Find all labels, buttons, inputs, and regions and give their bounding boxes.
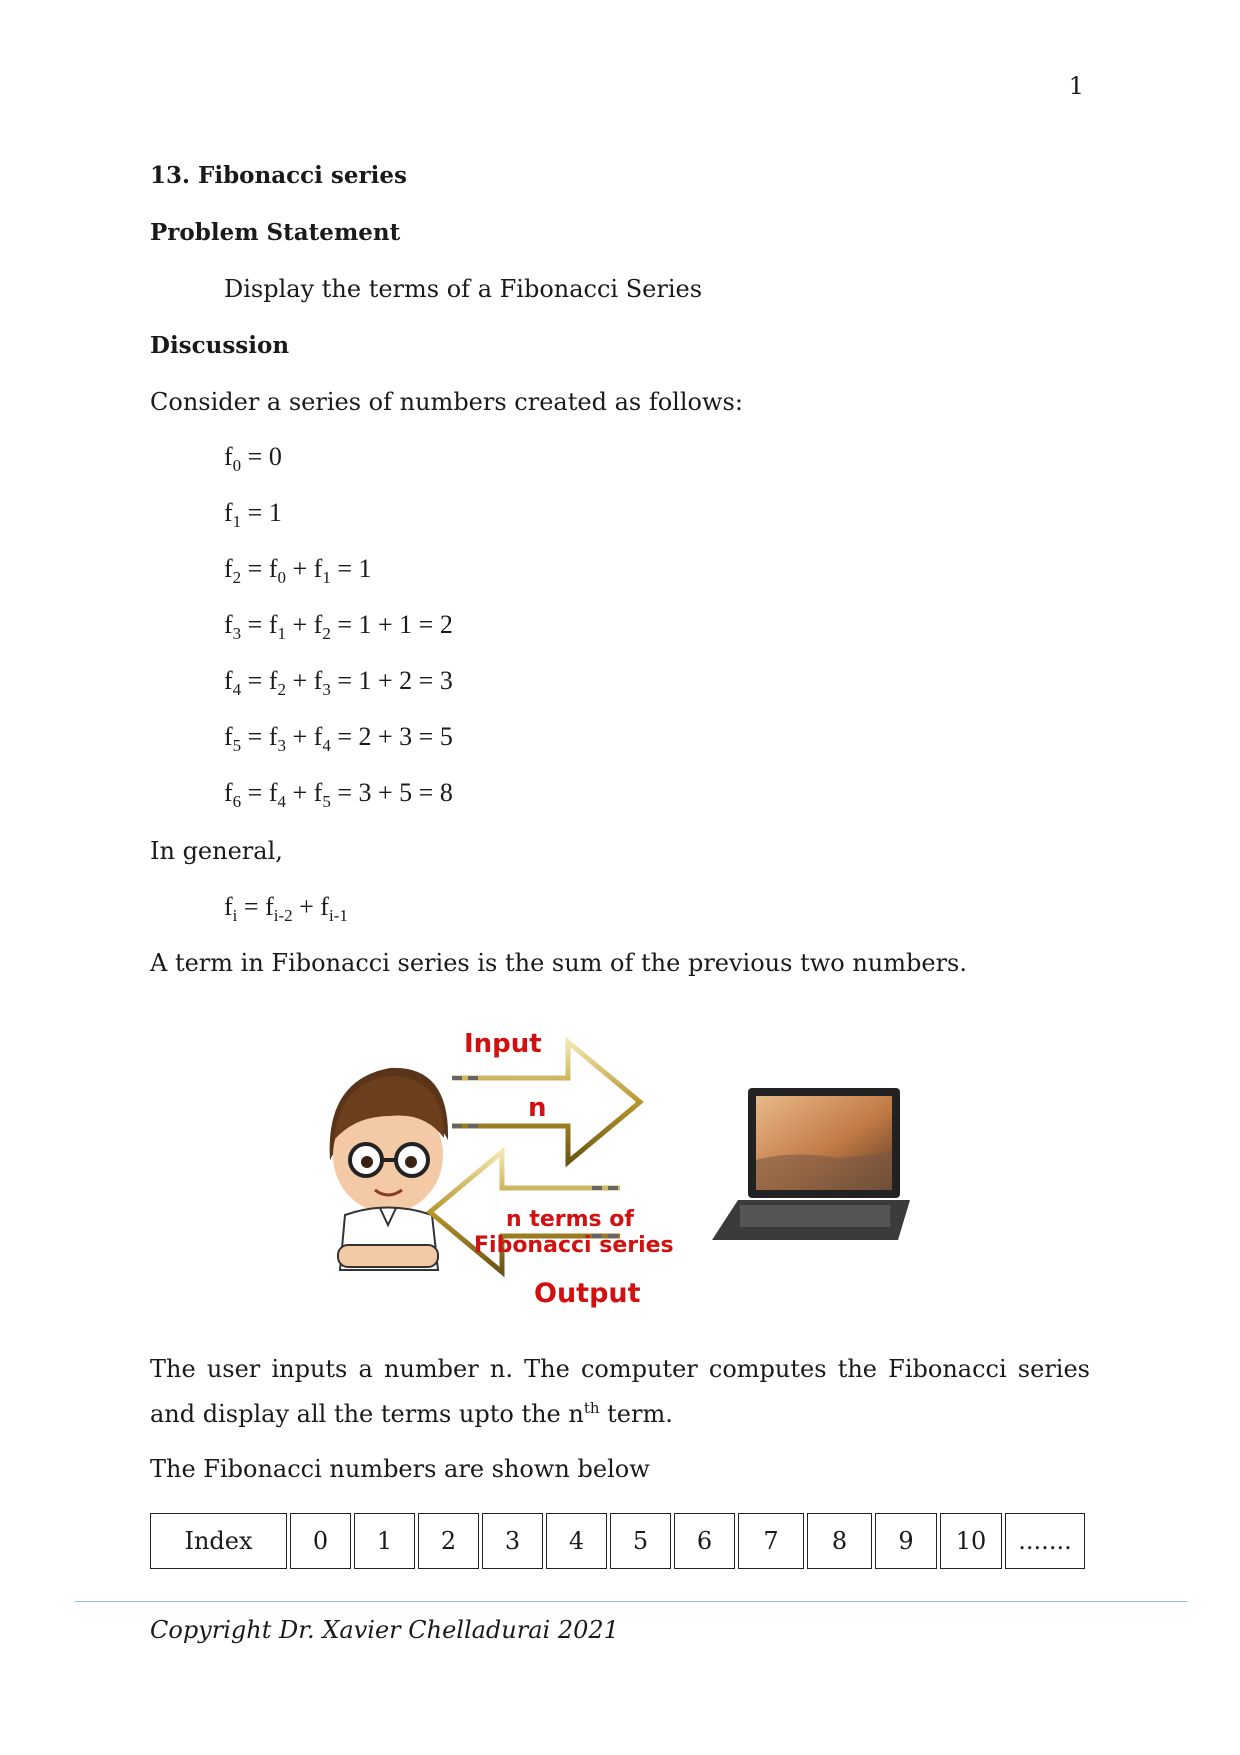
para-line2 <box>150 1399 673 1428</box>
table-cell: 9 <box>875 1513 937 1569</box>
page-number: 1 <box>1068 72 1084 100</box>
general-label: In general, <box>150 837 283 865</box>
para-line2-end: term. <box>599 1400 673 1428</box>
para-line1: The user inputs a number n. The computer computes the Fibonacci series <box>150 1355 1090 1383</box>
equation-f1: $f_1 = 1$ <box>224 498 282 532</box>
equation-f5: $f_5 = f_3 + f_4 = 2 + 3 = 5$ <box>224 722 453 756</box>
table-cell: 10 <box>940 1513 1002 1569</box>
table-cell: 7 <box>738 1513 804 1569</box>
index-table <box>150 1513 1085 1569</box>
n-label: n <box>528 1093 547 1123</box>
laptop-icon <box>712 1088 910 1240</box>
table-cell: 3 <box>482 1513 543 1569</box>
table-cell: 4 <box>546 1513 607 1569</box>
output-label: Output <box>534 1278 641 1309</box>
para-line2-superscript: th <box>583 1399 600 1417</box>
table-cell: 6 <box>674 1513 735 1569</box>
output-caption-line1: n terms of <box>506 1207 634 1232</box>
problem-heading: Problem Statement <box>150 219 401 246</box>
table-intro-text: The Fibonacci numbers are shown below <box>150 1455 650 1483</box>
output-caption-line2: Fibonacci series <box>474 1233 674 1258</box>
table-cell-ellipsis: ....... <box>1005 1513 1085 1569</box>
para-line2-text: and display all the terms upto the n <box>150 1400 584 1428</box>
boy-character-icon <box>330 1068 448 1270</box>
equation-f2: $f_2 = f_0 + f_1 = 1$ <box>224 554 372 588</box>
table-cell: 1 <box>354 1513 415 1569</box>
section-title: 13. Fibonacci series <box>150 162 407 189</box>
equation-f6: $f_6 = f_4 + f_5 = 3 + 5 = 8$ <box>224 778 453 812</box>
input-output-figure <box>320 1020 920 1320</box>
table-cell: 5 <box>610 1513 671 1569</box>
equation-general: $f_i = f_{i-2} + f_{i-1}$ <box>224 892 348 926</box>
table-cell: 2 <box>418 1513 479 1569</box>
problem-text: Display the terms of a Fibonacci Series <box>224 275 703 303</box>
equation-f0: $f_0 = 0$ <box>224 442 282 476</box>
equation-f4: $f_4 = f_2 + f_3 = 1 + 2 = 3$ <box>224 666 453 700</box>
intro-text: Consider a series of numbers created as follows: <box>150 388 743 416</box>
table-header-cell: Index <box>150 1513 287 1569</box>
summary-text: A term in Fibonacci series is the sum of the previous two numbers. <box>150 949 967 977</box>
footer-divider <box>75 1601 1187 1602</box>
table-cell: 8 <box>807 1513 872 1569</box>
table-cell: 0 <box>290 1513 351 1569</box>
input-label: Input <box>464 1029 542 1059</box>
discussion-heading: Discussion <box>150 332 290 359</box>
equation-f3: $f_3 = f_1 + f_2 = 1 + 1 = 2$ <box>224 610 453 644</box>
footer-copyright: Copyright Dr. Xavier Chelladurai 2021 <box>150 1616 619 1644</box>
